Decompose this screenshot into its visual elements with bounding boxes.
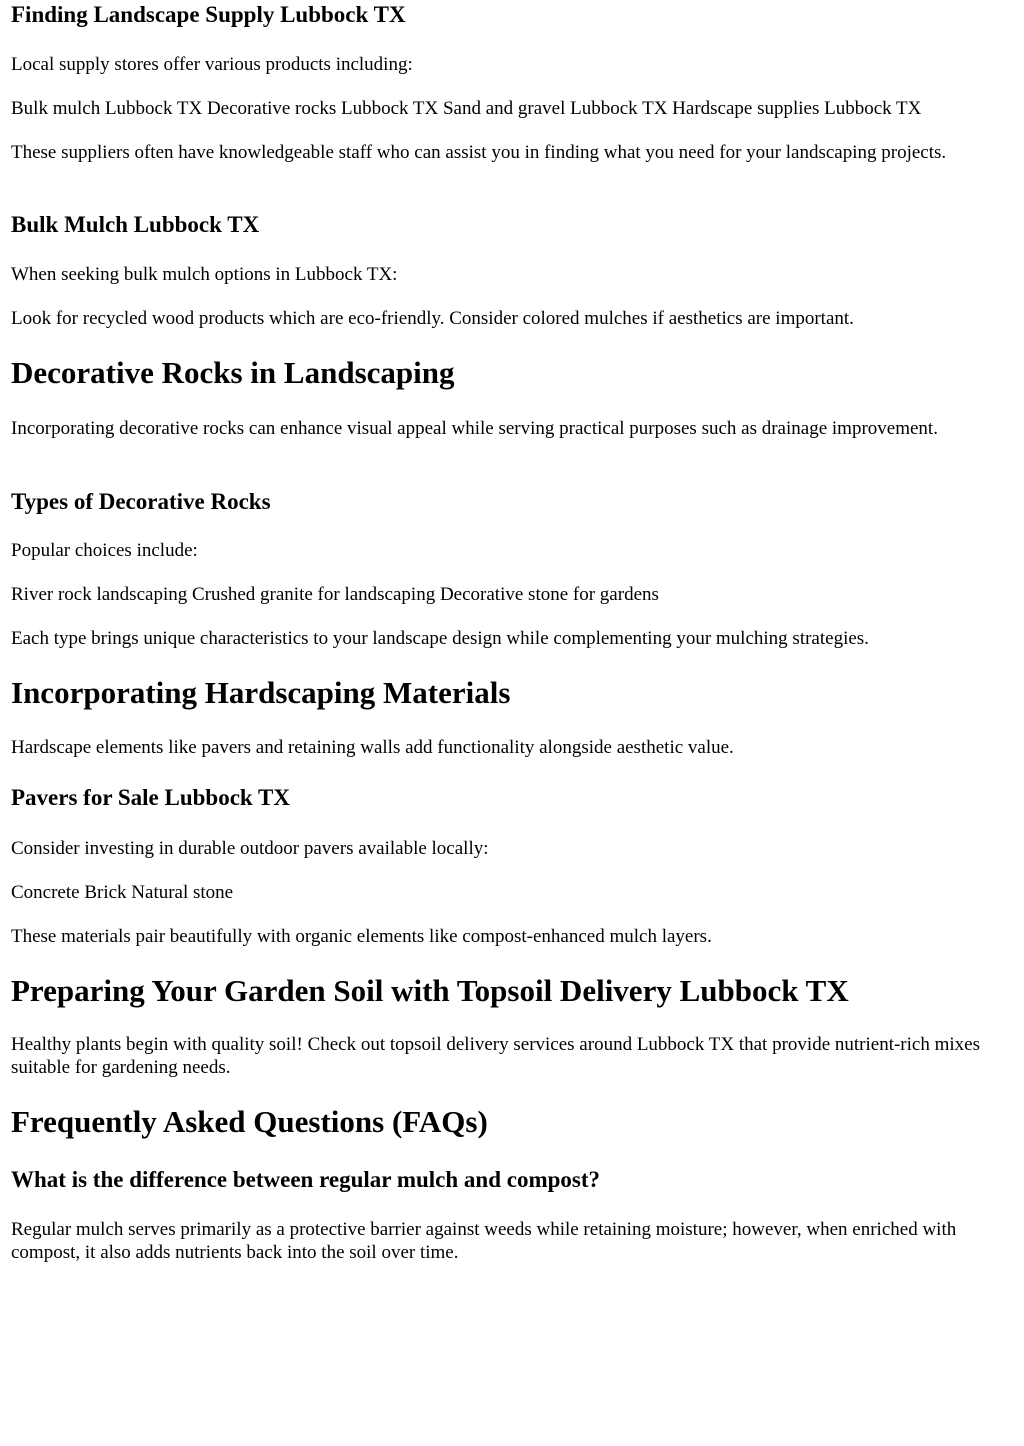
heading-bulk-mulch: Bulk Mulch Lubbock TX bbox=[11, 212, 260, 237]
faq-question: What is the difference between regular mulch and compost? bbox=[11, 1167, 601, 1192]
paragraph-rocks-intro: Popular choices include: bbox=[11, 540, 198, 561]
heading-decorative-rocks: Decorative Rocks in Landscaping bbox=[11, 355, 455, 390]
paragraph-bulk-mulch-tips: Look for recycled wood products which are eco-friendly. Consider colored mulches if aesthetics are important. bbox=[11, 308, 854, 329]
paragraph-supply-intro: Local supply stores offer various products including: bbox=[11, 54, 413, 75]
paragraph-bulk-mulch-intro: When seeking bulk mulch options in Lubbock TX: bbox=[11, 264, 398, 285]
paragraph-rocks-note: Each type brings unique characteristics to your landscape design while complementing your mulching strategies. bbox=[11, 628, 869, 649]
paragraph-pavers-intro: Consider investing in durable outdoor pavers available locally: bbox=[11, 838, 489, 859]
paragraph-rocks-choices: River rock landscaping Crushed granite for landscaping Decorative stone for gardens bbox=[11, 584, 659, 605]
paragraph-pavers-note: These materials pair beautifully with organic elements like compost-enhanced mulch layers. bbox=[11, 926, 712, 947]
paragraph-supply-staff: These suppliers often have knowledgeable staff who can assist you in finding what you need for your landscaping projects. bbox=[11, 142, 947, 163]
paragraph-hardscaping: Hardscape elements like pavers and retaining walls add functionality alongside aesthetic value. bbox=[11, 737, 734, 758]
heading-types-of-rocks: Types of Decorative Rocks bbox=[11, 489, 271, 514]
paragraph-supply-products: Bulk mulch Lubbock TX Decorative rocks Lubbock TX Sand and gravel Lubbock TX Hardscape supplies Lubbock TX bbox=[11, 98, 922, 119]
heading-finding-landscape-supply: Finding Landscape Supply Lubbock TX bbox=[11, 2, 406, 27]
paragraph-pavers-materials: Concrete Brick Natural stone bbox=[11, 882, 234, 903]
heading-pavers: Pavers for Sale Lubbock TX bbox=[11, 785, 291, 810]
paragraph-topsoil: Healthy plants begin with quality soil! Check out topsoil delivery services around Lubbock TX that provide nutrient-rich mixes suitable for gardening needs. bbox=[11, 1034, 980, 1078]
heading-faqs: Frequently Asked Questions (FAQs) bbox=[11, 1104, 488, 1139]
heading-topsoil: Preparing Your Garden Soil with Topsoil Delivery Lubbock TX bbox=[11, 973, 849, 1008]
faq-answer: Regular mulch serves primarily as a protective barrier against weeds while retaining moisture; however, when enriched with compost, it also adds nutrients back into the soil over time. bbox=[11, 1219, 957, 1263]
heading-hardscaping: Incorporating Hardscaping Materials bbox=[11, 675, 511, 710]
paragraph-decorative-rocks: Incorporating decorative rocks can enhance visual appeal while serving practical purposes such as drainage improvement. bbox=[11, 418, 938, 439]
